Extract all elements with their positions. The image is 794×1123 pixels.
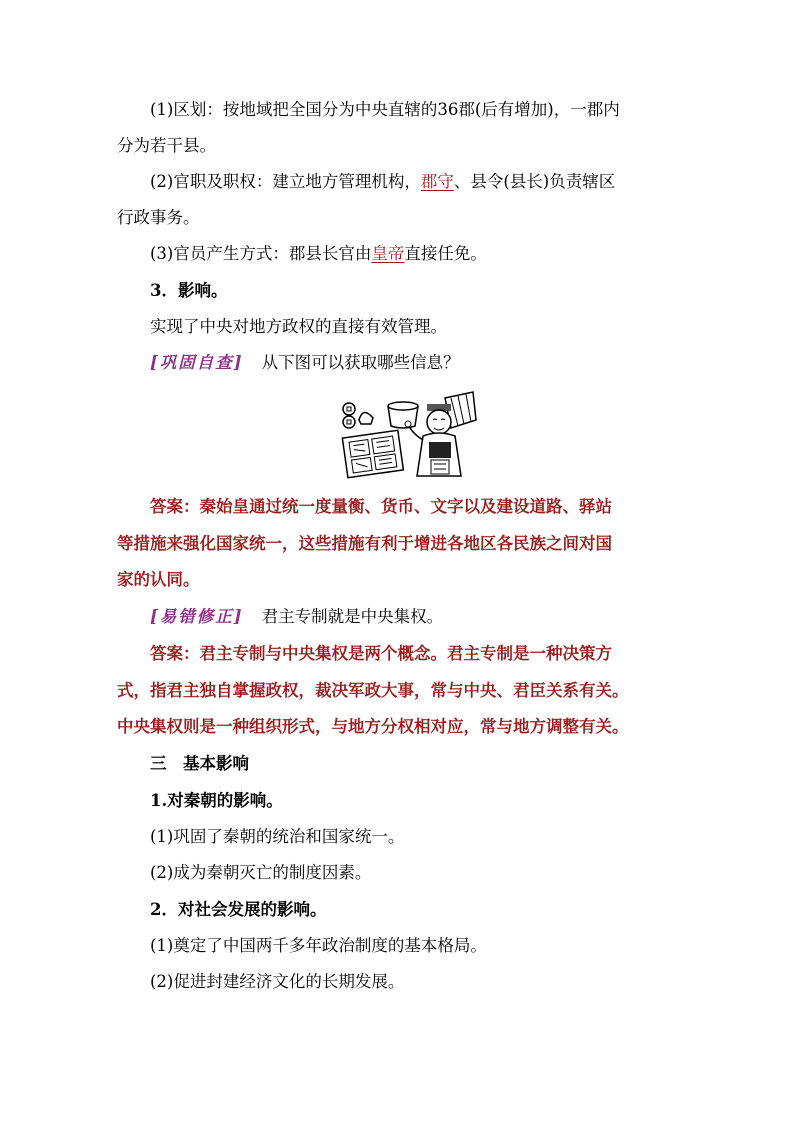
item3-suffix: 直接任免。 <box>404 244 487 263</box>
section2-item1-line1: (1)区划：按地域把全国分为中央直辖的36郡(后有增加)，一郡内 <box>150 100 620 119</box>
keyword-junshou: 郡守 <box>420 172 454 191</box>
error-answer-text1: 君主专制与中央集权是两个概念。君主专制是一种决策方 <box>199 644 612 663</box>
section3-sub2: 2．对社会发展的影响。 <box>150 900 327 919</box>
error-statement: 君主专制就是中央集权。 <box>261 607 444 626</box>
item3-prefix: (3)官员产生方式：郡县长官由 <box>150 244 372 263</box>
keyword-huangdi: 皇帝 <box>371 244 405 263</box>
section2-item2-line1 <box>150 169 694 195</box>
section2-item2-line2: 行政事务。 <box>117 208 200 227</box>
check-answer-label: 答案： <box>150 497 200 516</box>
section3-heading: 三 基本影响 <box>150 754 249 773</box>
section3-sub2-item1: (1)奠定了中国两千多年政治制度的基本格局。 <box>150 936 487 955</box>
check-tag: [巩固自查] <box>150 353 244 372</box>
check-answer-line1 <box>150 494 694 520</box>
item2-suffix: 、县令(县长)负责辖区 <box>453 172 616 191</box>
section3-sub1-item2: (2)成为秦朝灭亡的制度因素。 <box>150 863 372 882</box>
check-answer-line3: 家的认同。 <box>117 570 200 589</box>
error-answer-line1 <box>150 641 694 667</box>
error-answer-line3: 中央集权则是一种组织形式，与地方分权相对应，常与地方调整有关。 <box>117 717 629 736</box>
check-answer-text1: 秦始皇通过统一度量衡、货币、文字以及建设道路、驿站 <box>199 497 612 516</box>
error-answer-line2: 式，指君主独自掌握政权，裁决军政大事，常与中央、君臣关系有关。 <box>117 681 629 700</box>
section3-sub1-item1: (1)巩固了秦朝的统治和国家统一。 <box>150 827 405 846</box>
check-answer-line2: 等措施来强化国家统一，这些措施有利于增进各地区各民族之间对国 <box>117 534 612 553</box>
item2-prefix: (2)官职及职权：建立地方管理机构， <box>150 172 421 191</box>
section2-heading-impact: 3．影响。 <box>150 281 228 300</box>
error-tag: [易错修正] <box>150 607 244 626</box>
section3-sub1: 1.对秦朝的影响。 <box>150 791 283 810</box>
check-question-line <box>150 350 694 376</box>
error-statement-line <box>150 604 694 630</box>
qin-shihuang-illustration <box>333 390 483 482</box>
section2-item3 <box>150 241 694 267</box>
error-answer-label: 答案： <box>150 644 200 663</box>
section3-sub2-item2: (2)促进封建经济文化的长期发展。 <box>150 972 405 991</box>
section2-item1-line2: 分为若干县。 <box>117 136 216 155</box>
section2-impact-body: 实现了中央对地方政权的直接有效管理。 <box>150 317 447 336</box>
check-question: 从下图可以获取哪些信息？ <box>261 353 460 372</box>
